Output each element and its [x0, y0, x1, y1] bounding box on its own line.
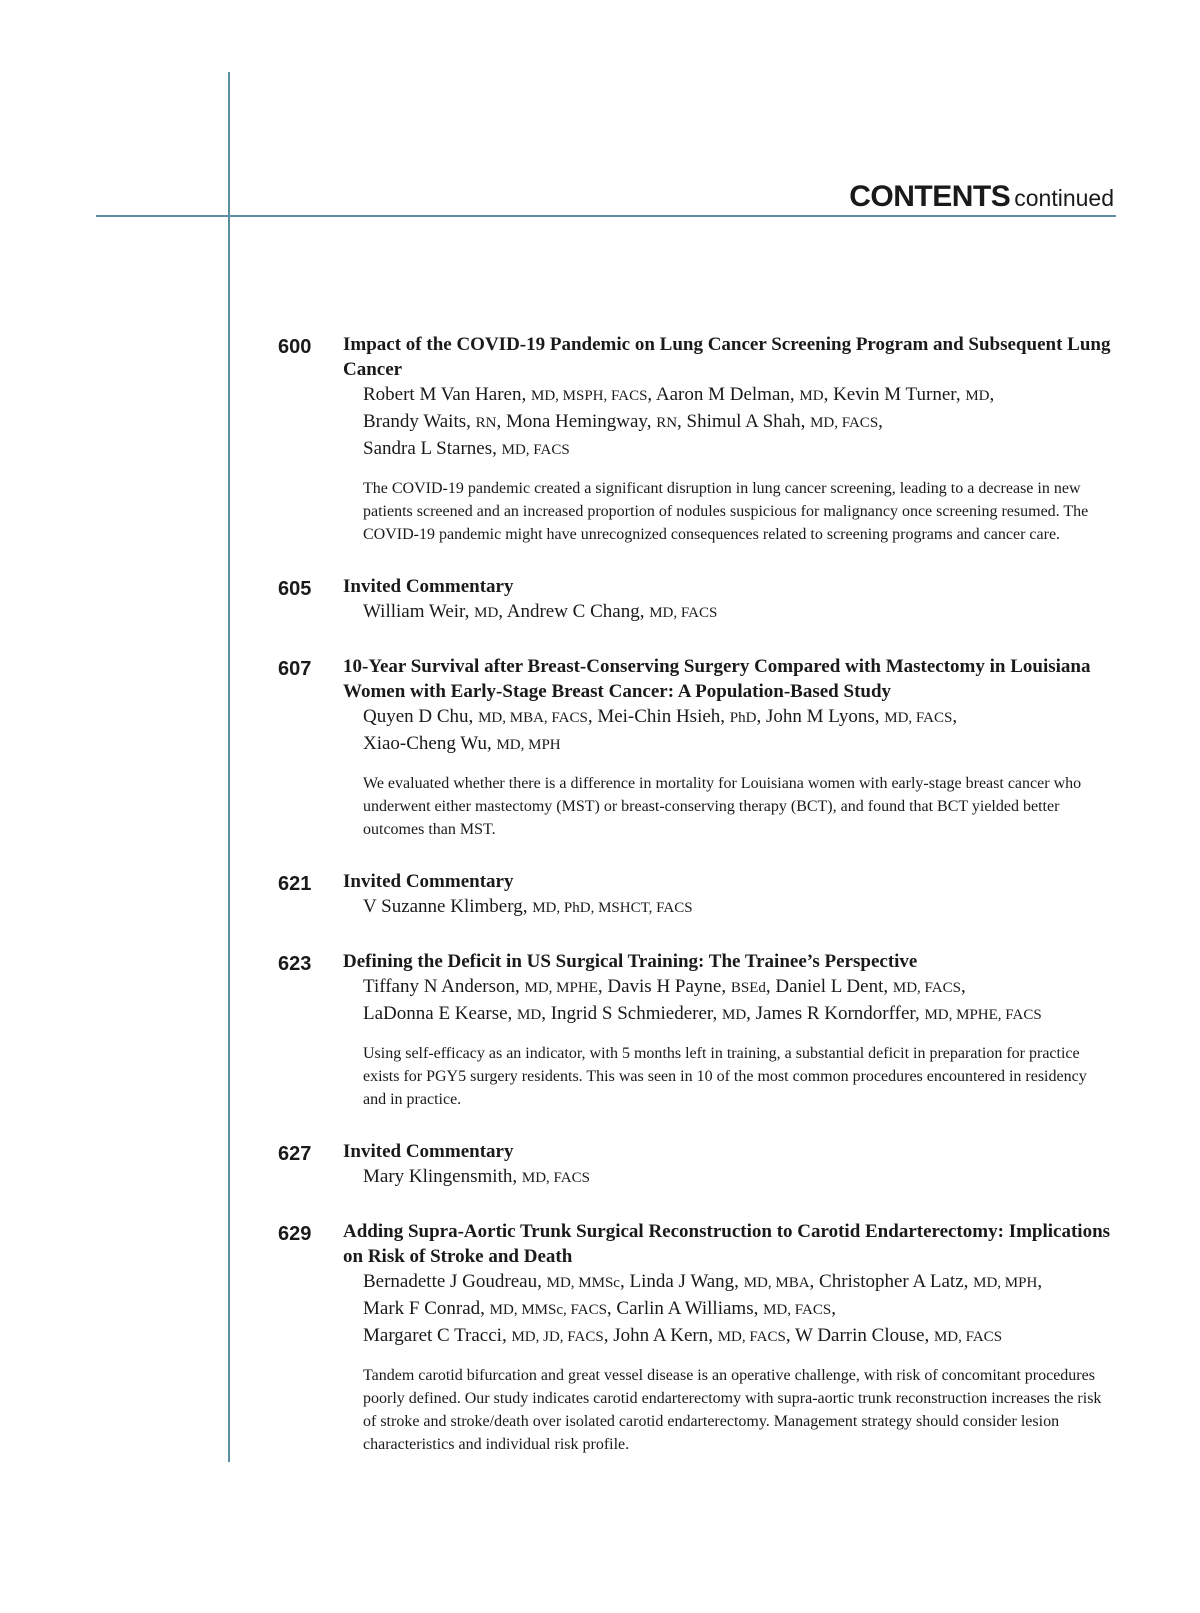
author-degrees: MD, FACS [933, 1329, 1003, 1345]
horizontal-rule [96, 215, 1116, 217]
article-title[interactable]: Adding Supra-Aortic Trunk Surgical Reconstruction to Carotid Endarterectomy: Implications on Risk of Stroke and Death [343, 1221, 1111, 1267]
toc-entry [0, 949, 1200, 1111]
author-name: Davis H Payne, [607, 976, 731, 997]
author-degrees: MD [474, 605, 499, 621]
article-abstract: We evaluated whether there is a difference in mortality for Louisiana women with early-stage breast cancer who underwent either mastectomy (MST) or breast-conserving therapy (BCT), and found that BCT yielded better outcomes than MST. [363, 775, 1082, 838]
author-name: James R Korndorffer, [755, 1003, 925, 1024]
author-degrees: MD, MPHE [524, 980, 598, 996]
heading-title: CONTENTS [849, 180, 1011, 213]
author-separator: , [498, 601, 507, 622]
author-degrees: MD, MPH [496, 737, 561, 753]
author-degrees: MD, MSPH, FACS [530, 388, 648, 404]
author-separator: , [606, 1298, 617, 1319]
author-degrees: MD, MBA, FACS [478, 710, 588, 726]
author-list [363, 974, 1123, 1028]
page-number: 629 [278, 1223, 312, 1245]
page-heading [849, 180, 1114, 214]
author-separator: , [1037, 1271, 1043, 1292]
author-list [363, 382, 1123, 463]
article-title[interactable]: Impact of the COVID-19 Pandemic on Lung Cancer Screening Program and Subsequent Lung Cancer [343, 334, 1111, 380]
author-name: Tiffany N Anderson, [363, 976, 525, 997]
author-degrees: MD, JD, FACS [511, 1329, 604, 1345]
author-degrees: MD, MBA [743, 1275, 810, 1291]
author-name: Robert M Van Haren, [363, 384, 531, 405]
author-name: Ingrid S Schmiederer, [550, 1003, 722, 1024]
author-name: Christopher A Latz, [819, 1271, 974, 1292]
author-list [363, 894, 1123, 921]
author-line [363, 974, 1123, 1001]
author-degrees: MD, FACS [501, 442, 570, 458]
author-separator: , [960, 976, 966, 997]
author-name: Margaret C Tracci, [363, 1325, 512, 1346]
author-separator: , [541, 1003, 551, 1024]
author-name: Andrew C Chang, [506, 601, 650, 622]
author-degrees: MD, FACS [649, 605, 718, 621]
article-abstract: The COVID-19 pandemic created a significant disruption in lung cancer screening, leading to a decrease in new patients screened and an increased proportion of nodules suspicious for malignancy once screening resumed. The COVID-19 pandemic might have unrecognized consequences related to screening programs and cancer care. [363, 480, 1089, 543]
author-name: Sandra L Starnes, [363, 438, 502, 459]
author-separator: , [496, 411, 506, 432]
author-degrees: RN [656, 415, 678, 431]
page-number: 621 [278, 873, 312, 895]
author-name: Aaron M Delman, [655, 384, 800, 405]
author-name: W Darrin Clouse, [794, 1325, 934, 1346]
author-line [363, 409, 1123, 436]
article-abstract: Tandem carotid bifurcation and great vessel disease is an operative challenge, with risk of concomitant procedures poorly defined. Our study indicates carotid endarterectomy with supra-aortic trunk reconstruction increases the risk of stroke and stroke/death over isolated carotid endarterectomy. Management strategy should consider lesion characteristics and individual risk profile. [363, 1367, 1102, 1453]
author-separator: , [823, 384, 834, 405]
author-separator: , [597, 976, 608, 997]
author-separator: , [878, 411, 883, 432]
author-degrees: PhD [729, 710, 757, 726]
author-name: Brandy Waits, [363, 411, 476, 432]
author-degrees: MD, FACS [717, 1329, 786, 1345]
toc-entry [0, 654, 1200, 841]
author-line [363, 1323, 1123, 1350]
heading-subtitle: continued [1014, 185, 1114, 211]
author-line [363, 1296, 1123, 1323]
author-separator: , [746, 1003, 756, 1024]
author-separator: , [831, 1298, 836, 1319]
author-separator: , [587, 706, 598, 727]
author-list [363, 599, 1123, 626]
author-degrees: MD, PhD, MSHCT, FACS [532, 900, 693, 916]
article-abstract: Using self-efficacy as an indicator, with 5 months left in training, a substantial deficit in preparation for practice exists for PGY5 surgery residents. This was seen in 10 of the most common procedures encountered in residency and in practice. [363, 1045, 1087, 1108]
article-title[interactable]: Invited Commentary [343, 576, 514, 597]
toc-entry [0, 869, 1200, 921]
author-line [363, 704, 1123, 731]
author-name: Linda J Wang, [629, 1271, 744, 1292]
author-separator: , [603, 1325, 614, 1346]
author-separator: , [809, 1271, 820, 1292]
toc-entry [0, 1139, 1200, 1191]
author-separator: , [785, 1325, 795, 1346]
author-name: Mary Klingensmith, [363, 1166, 522, 1187]
author-name: Xiao-Cheng Wu, [363, 733, 497, 754]
toc-entry [0, 1219, 1200, 1456]
author-degrees: MD, MPHE, FACS [924, 1007, 1042, 1023]
author-name: Mark F Conrad, [363, 1298, 490, 1319]
author-name: Bernadette J Goudreau, [363, 1271, 547, 1292]
author-separator: , [619, 1271, 630, 1292]
author-name: William Weir, [363, 601, 475, 622]
author-name: John M Lyons, [765, 706, 885, 727]
author-name: Mei-Chin Hsieh, [597, 706, 730, 727]
author-separator: , [989, 384, 995, 405]
author-line [363, 599, 1123, 626]
article-title[interactable]: Defining the Deficit in US Surgical Training: The Trainee’s Perspective [343, 951, 918, 972]
author-separator: , [765, 976, 776, 997]
author-line [363, 894, 1123, 921]
author-line [363, 1164, 1123, 1191]
author-degrees: MD, FACS [892, 980, 961, 996]
author-separator: , [756, 706, 766, 727]
author-line [363, 382, 1123, 409]
author-degrees: BSEd [730, 980, 766, 996]
author-degrees: MD [799, 388, 824, 404]
author-degrees: MD, FACS [763, 1302, 832, 1318]
author-line [363, 436, 1123, 463]
toc-entry [0, 332, 1200, 546]
author-degrees: MD, MMSc [546, 1275, 620, 1291]
article-title[interactable]: Invited Commentary [343, 871, 514, 892]
author-line [363, 731, 1123, 758]
author-name: Shimul A Shah, [686, 411, 811, 432]
author-degrees: RN [475, 415, 497, 431]
author-separator: , [952, 706, 958, 727]
author-separator: , [677, 411, 687, 432]
author-name: Daniel L Dent, [775, 976, 893, 997]
author-degrees: MD, MMSc, FACS [489, 1302, 607, 1318]
author-degrees: MD [517, 1007, 542, 1023]
author-list [363, 704, 1123, 758]
author-line [363, 1001, 1123, 1028]
author-name: John A Kern, [613, 1325, 718, 1346]
author-name: Kevin M Turner, [833, 384, 966, 405]
author-degrees: MD, FACS [810, 415, 879, 431]
author-degrees: MD [721, 1007, 747, 1023]
page-number: 623 [278, 953, 312, 975]
contents-list [0, 332, 1200, 1484]
author-degrees: MD, MPH [973, 1275, 1038, 1291]
author-degrees: MD, FACS [521, 1170, 590, 1186]
page-number: 607 [278, 658, 312, 680]
article-title[interactable]: 10-Year Survival after Breast-Conserving Surgery Compared with Mastectomy in Louisiana Women with Early-Stage Breast Cancer: A Population-Based Study [343, 656, 1091, 702]
toc-entry [0, 574, 1200, 626]
author-separator: , [647, 384, 656, 405]
author-degrees: MD, FACS [884, 710, 953, 726]
page-number: 605 [278, 578, 312, 600]
article-title[interactable]: Invited Commentary [343, 1141, 514, 1162]
author-degrees: MD [965, 388, 990, 404]
page-number: 600 [278, 336, 312, 358]
author-list [363, 1269, 1123, 1350]
author-line [363, 1269, 1123, 1296]
page-number: 627 [278, 1143, 312, 1165]
author-name: Mona Hemingway, [505, 411, 657, 432]
author-name: LaDonna E Kearse, [363, 1003, 518, 1024]
author-name: Carlin A Williams, [616, 1298, 764, 1319]
author-name: Quyen D Chu, [363, 706, 479, 727]
author-list [363, 1164, 1123, 1191]
author-name: V Suzanne Klimberg, [363, 896, 533, 917]
